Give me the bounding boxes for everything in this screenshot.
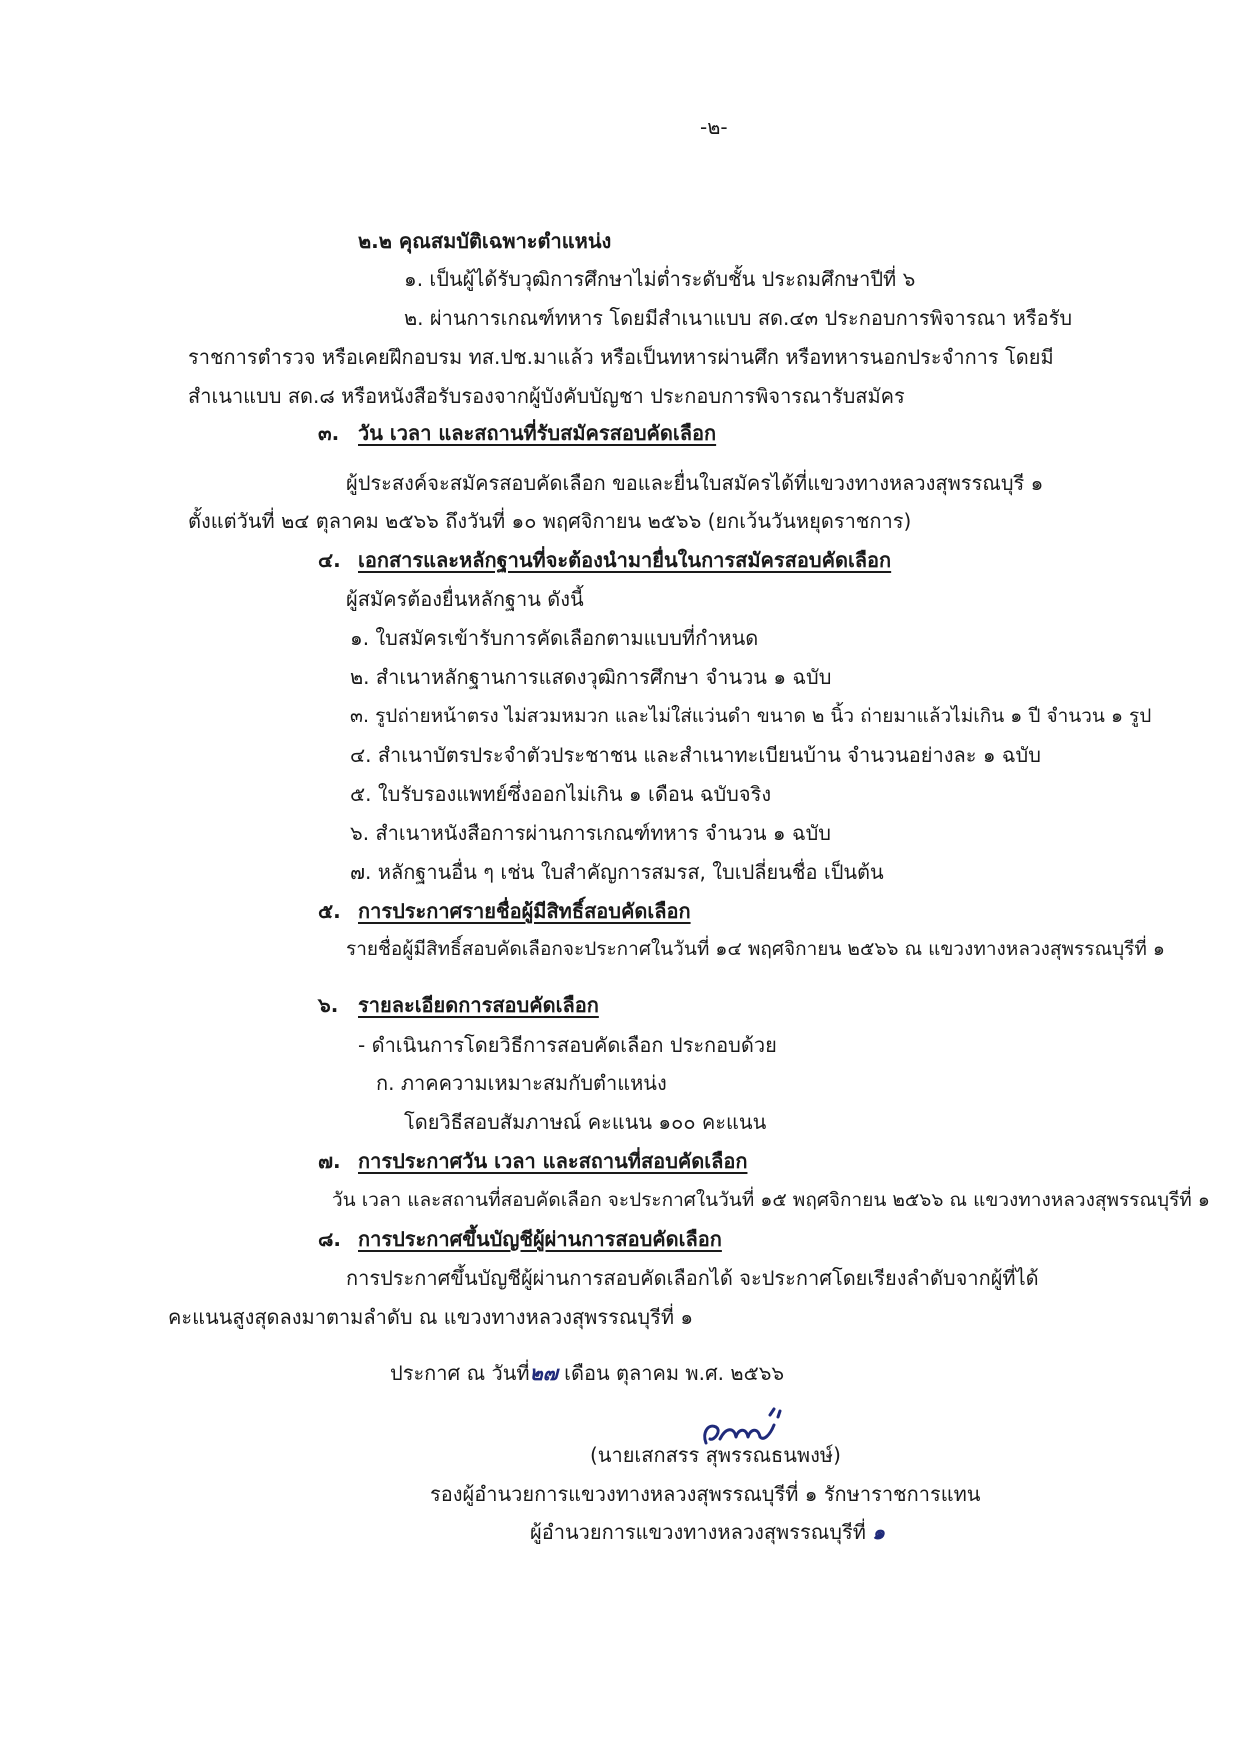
signatory-position-text: ผู้อำนวยการแขวงทางหลวงสุพรรณบุรีที่ [530,1520,873,1544]
section-6-line-3: โดยวิธีสอบสัมภาษณ์ คะแนน ๑๐๐ คะแนน [404,1110,767,1134]
section-7-number: ๗. [318,1149,341,1173]
signatory-position-line-1: รองผู้อำนวยการแขวงทางหลวงสุพรรณบุรีที่ ๑ รักษาราชการแทน [430,1482,981,1506]
announcement-date [390,1358,784,1388]
section-5-heading: การประกาศรายชื่อผู้มีสิทธิ์สอบคัดเลือก [358,899,691,923]
signatory-name: (นายเสกสรร สุพรรณธนพงษ์) [590,1443,841,1467]
section-7-line-1: วัน เวลา และสถานที่สอบคัดเลือก จะประกาศในวันที่ ๑๕ พฤศจิกายน ๒๕๖๖ ณ แขวงทางหลวงสุพรรณบุรีที่ ๑ [332,1189,1210,1211]
page-number: -๒- [700,115,728,139]
section-4-item-2: ๒. สำเนาหลักฐานการแสดงวุฒิการศึกษา จำนวน ๑ ฉบับ [350,665,832,689]
section-3-line-1: ผู้ประสงค์จะสมัครสอบคัดเลือก ขอและยื่นใบสมัครได้ที่แขวงทางหลวงสุพรรณบุรี ๑ [346,471,1044,495]
section-4-item-3: ๓. รูปถ่ายหน้าตรง ไม่สวมหมวก และไม่ใส่แว่นดำ ขนาด ๒ นิ้ว ถ่ายมาแล้วไม่เกิน ๑ ปี จำนวน ๑ รูป [350,705,1152,727]
section-5-line-1: รายชื่อผู้มีสิทธิ์สอบคัดเลือกจะประกาศในวันที่ ๑๔ พฤศจิกายน ๒๕๖๖ ณ แขวงทางหลวงสุพรรณบุรีที่ ๑ [346,938,1165,960]
section-4-intro: ผู้สมัครต้องยื่นหลักฐาน ดังนี้ [346,587,584,611]
section-3-number: ๓. [318,421,340,445]
section-2-2-item-2-line-3: สำเนาแบบ สด.๘ หรือหนังสือรับรองจากผู้บังคับบัญชา ประกอบการพิจารณารับสมัคร [188,384,905,408]
section-2-2-item-2-line-1: ๒. ผ่านการเกณฑ์ทหาร โดยมีสำเนาแบบ สด.๔๓ ประกอบการพิจารณา หรือรับ [404,306,1073,330]
section-4-item-6: ๖. สำเนาหนังสือการผ่านการเกณฑ์ทหาร จำนวน ๑ ฉบับ [350,821,831,845]
section-8-number: ๘. [318,1227,342,1251]
section-4-item-5: ๕. ใบรับรองแพทย์ซึ่งออกไม่เกิน ๑ เดือน ฉบับจริง [350,782,772,806]
section-2-2-item-2-line-2: ราชการตำรวจ หรือเคยฝึกอบรม ทส.ปช.มาแล้ว หรือเป็นทหารผ่านศึก หรือทหารนอกประจำการ โดยมี [188,345,1054,369]
section-7-heading: การประกาศวัน เวลา และสถานที่สอบคัดเลือก [358,1149,748,1173]
announcement-prefix: ประกาศ ณ วันที่ [390,1361,530,1385]
section-4-item-1: ๑. ใบสมัครเข้ารับการคัดเลือกตามแบบที่กำหนด [350,626,759,650]
section-4-item-7: ๗. หลักฐานอื่น ๆ เช่น ใบสำคัญการสมรส, ใบเปลี่ยนชื่อ เป็นต้น [350,860,884,884]
section-6-line-1: - ดำเนินการโดยวิธีการสอบคัดเลือก ประกอบด้วย [358,1033,777,1057]
announcement-suffix: เดือน ตุลาคม พ.ศ. ๒๕๖๖ [557,1361,785,1385]
announcement-day-handwritten: ๒๗ [529,1361,558,1385]
section-2-2-heading: ๒.๒ คุณสมบัติเฉพาะตำแหน่ง [358,229,612,253]
section-6-line-2: ก. ภาคความเหมาะสมกับตำแหน่ง [376,1071,667,1095]
section-2-2-item-1: ๑. เป็นผู้ได้รับวุฒิการศึกษาไม่ต่ำระดับชั้น ประถมศึกษาปีที่ ๖ [404,267,916,291]
signatory-position-line-2 [530,1517,885,1547]
section-8-heading: การประกาศขึ้นบัญชีผู้ผ่านการสอบคัดเลือก [358,1227,722,1251]
section-6-heading: รายละเอียดการสอบคัดเลือก [358,993,599,1017]
section-3-line-2: ตั้งแต่วันที่ ๒๔ ตุลาคม ๒๕๖๖ ถึงวันที่ ๑๐ พฤศจิกายน ๒๕๖๖ (ยกเว้นวันหยุดราชการ) [188,509,912,533]
signatory-position-handwritten-number: ๑ [872,1520,885,1544]
section-4-item-4: ๔. สำเนาบัตรประจำตัวประชาชน และสำเนาทะเบียนบ้าน จำนวนอย่างละ ๑ ฉบับ [350,743,1041,767]
section-8-line-1: การประกาศขึ้นบัญชีผู้ผ่านการสอบคัดเลือกได้ จะประกาศโดยเรียงลำดับจากผู้ที่ได้ [346,1266,1039,1290]
section-8-line-2: คะแนนสูงสุดลงมาตามลำดับ ณ แขวงทางหลวงสุพรรณบุรีที่ ๑ [168,1305,694,1329]
section-4-heading: เอกสารและหลักฐานที่จะต้องนำมายื่นในการสมัครสอบคัดเลือก [358,548,892,572]
section-6-number: ๖. [318,993,339,1017]
section-3-heading: วัน เวลา และสถานที่รับสมัครสอบคัดเลือก [358,421,717,445]
section-4-number: ๔. [318,548,341,572]
section-5-number: ๕. [318,899,341,923]
